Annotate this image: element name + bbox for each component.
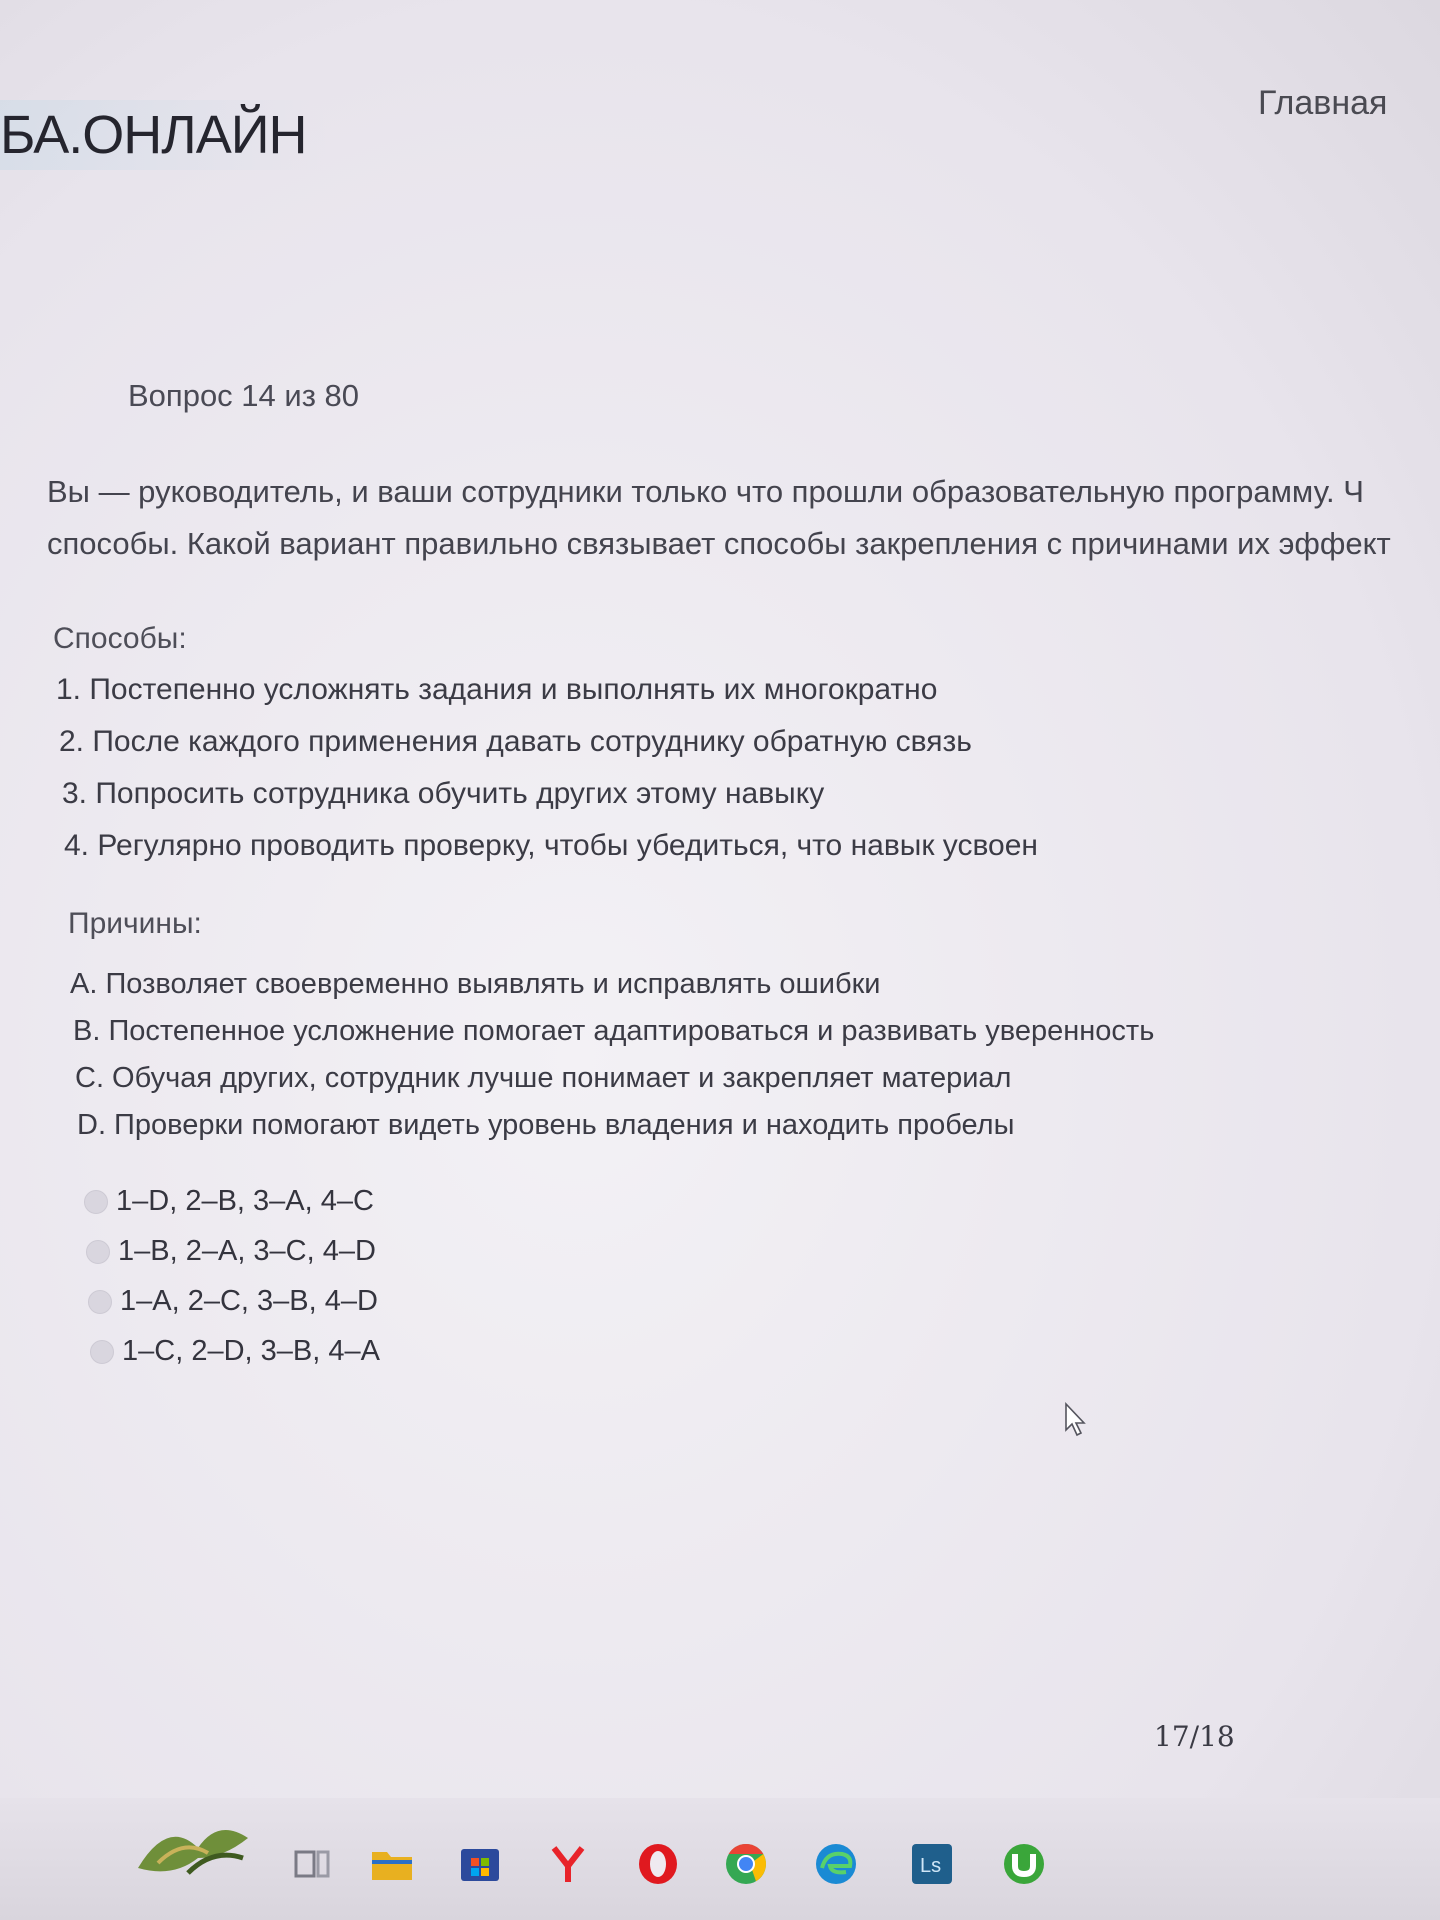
chrome-icon[interactable] bbox=[718, 1836, 774, 1892]
question-line-2: способы. Какой вариант правильно связывает способы закрепления с причинами их эффект bbox=[47, 526, 1391, 561]
question-text bbox=[47, 466, 1440, 570]
answer-option-4[interactable] bbox=[90, 1335, 380, 1368]
plant-wallpaper-icon bbox=[128, 1808, 258, 1888]
task-view-icon[interactable] bbox=[284, 1836, 340, 1892]
file-explorer-icon[interactable] bbox=[364, 1836, 420, 1892]
edge-icon[interactable] bbox=[808, 1836, 864, 1892]
answer-option-label: 1–A, 2–C, 3–B, 4–D bbox=[120, 1285, 378, 1317]
site-logo[interactable]: БА.ОНЛАЙН bbox=[0, 100, 327, 170]
svg-text:Ls: Ls bbox=[920, 1855, 942, 1877]
reasons-heading: Причины: bbox=[68, 907, 202, 940]
answer-option-label: 1–C, 2–D, 3–B, 4–A bbox=[122, 1335, 380, 1367]
reason-item-c: C. Обучая других, сотрудник лучше понимает и закрепляет материал bbox=[75, 1062, 1012, 1094]
reason-item-a: A. Позволяет своевременно выявлять и исправлять ошибки bbox=[70, 968, 881, 1000]
method-item-3: 3. Попросить сотрудника обучить других этому навыку bbox=[62, 777, 825, 810]
radio-button[interactable] bbox=[86, 1240, 110, 1264]
radio-button[interactable] bbox=[88, 1290, 112, 1314]
method-item-1: 1. Постепенно усложнять задания и выполнять их многократно bbox=[56, 673, 938, 706]
radio-button[interactable] bbox=[90, 1340, 114, 1364]
page-indicator: 17/18 bbox=[1154, 1720, 1235, 1753]
answer-option-label: 1–B, 2–A, 3–C, 4–D bbox=[118, 1235, 376, 1267]
methods-heading: Способы: bbox=[53, 622, 187, 655]
question-counter: Вопрос 14 из 80 bbox=[128, 378, 360, 413]
answer-option-label: 1–D, 2–B, 3–A, 4–C bbox=[116, 1185, 374, 1217]
utorrent-icon[interactable] bbox=[996, 1836, 1052, 1892]
answer-option-3[interactable] bbox=[88, 1285, 378, 1318]
question-line-1: Вы — руководитель, и ваши сотрудники только что прошли образовательную программу. Ч bbox=[47, 474, 1364, 509]
opera-icon[interactable] bbox=[630, 1836, 686, 1892]
mouse-cursor-icon bbox=[1064, 1402, 1088, 1438]
reason-item-b: B. Постепенное усложнение помогает адаптироваться и развивать уверенность bbox=[73, 1015, 1155, 1047]
answer-option-2[interactable] bbox=[86, 1235, 376, 1268]
method-item-2: 2. После каждого применения давать сотруднику обратную связь bbox=[59, 725, 972, 758]
nav-home-link[interactable]: Главная bbox=[1258, 84, 1388, 122]
answer-option-1[interactable] bbox=[84, 1185, 374, 1218]
radio-button[interactable] bbox=[84, 1190, 108, 1214]
yandex-browser-icon[interactable] bbox=[540, 1836, 596, 1892]
reason-item-d: D. Проверки помогают видеть уровень владения и находить пробелы bbox=[77, 1109, 1015, 1141]
lightroom-icon[interactable] bbox=[904, 1836, 960, 1892]
method-item-4: 4. Регулярно проводить проверку, чтобы убедиться, что навык усвоен bbox=[64, 829, 1038, 862]
store-icon[interactable] bbox=[452, 1836, 508, 1892]
